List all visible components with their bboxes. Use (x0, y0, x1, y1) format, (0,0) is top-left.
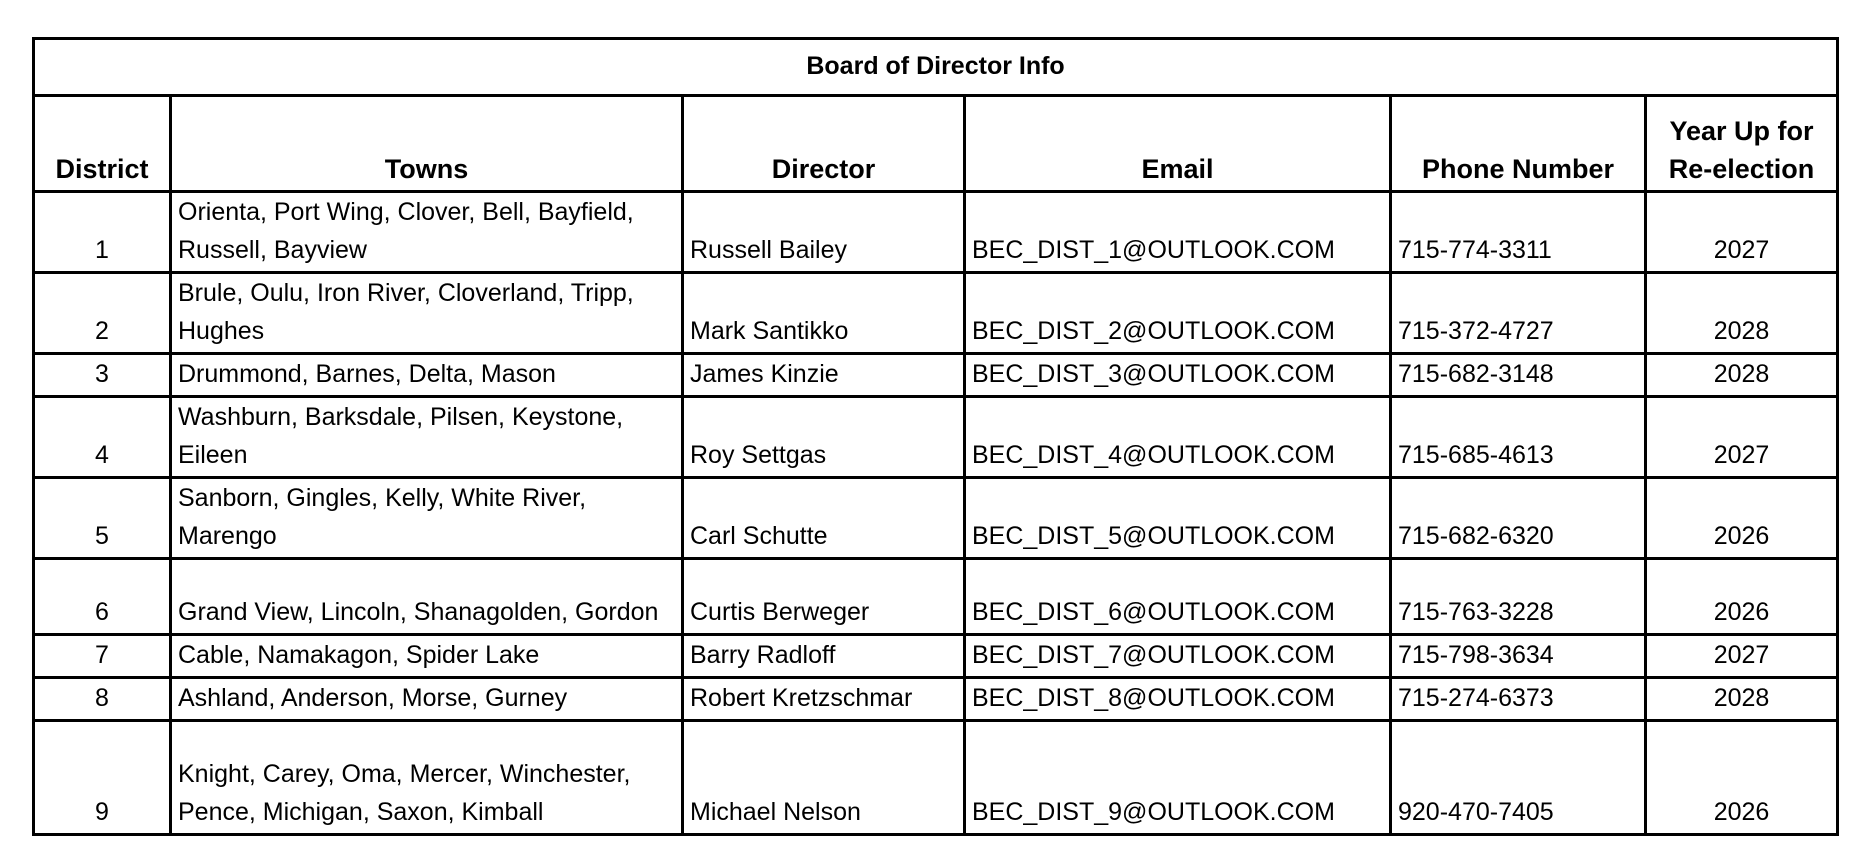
cell-towns: Washburn, Barksdale, Pilsen, Keystone, Eileen (171, 397, 683, 478)
cell-email: BEC_DIST_4@OUTLOOK.COM (965, 397, 1391, 478)
cell-phone: 715-682-6320 (1391, 478, 1646, 559)
table-title: Board of Director Info (34, 39, 1838, 96)
cell-district: 6 (34, 559, 171, 635)
table-row (34, 721, 1838, 835)
table-row (34, 635, 1838, 678)
cell-year: 2026 (1646, 721, 1838, 835)
cell-district: 1 (34, 192, 171, 273)
table-row (34, 478, 1838, 559)
header-director: Director (683, 96, 965, 192)
header-district: District (34, 96, 171, 192)
cell-towns: Brule, Oulu, Iron River, Cloverland, Tripp, Hughes (171, 273, 683, 354)
cell-towns: Knight, Carey, Oma, Mercer, Winchester, Pence, Michigan, Saxon, Kimball (171, 721, 683, 835)
table-row (34, 192, 1838, 273)
cell-email: BEC_DIST_9@OUTLOOK.COM (965, 721, 1391, 835)
cell-director: Robert Kretzschmar (683, 678, 965, 721)
cell-year: 2027 (1646, 192, 1838, 273)
cell-towns: Cable, Namakagon, Spider Lake (171, 635, 683, 678)
cell-year: 2026 (1646, 478, 1838, 559)
cell-year: 2026 (1646, 559, 1838, 635)
header-year-line2: Re-election (1668, 154, 1815, 184)
cell-towns: Drummond, Barnes, Delta, Mason (171, 354, 683, 397)
cell-email: BEC_DIST_6@OUTLOOK.COM (965, 559, 1391, 635)
cell-director: James Kinzie (683, 354, 965, 397)
cell-towns: Sanborn, Gingles, Kelly, White River, Marengo (171, 478, 683, 559)
header-year (1646, 96, 1838, 192)
cell-year: 2028 (1646, 678, 1838, 721)
table-row (34, 559, 1838, 635)
header-row (34, 96, 1838, 192)
cell-phone: 715-774-3311 (1391, 192, 1646, 273)
header-towns: Towns (171, 96, 683, 192)
cell-phone: 715-372-4727 (1391, 273, 1646, 354)
cell-district: 5 (34, 478, 171, 559)
cell-email: BEC_DIST_2@OUTLOOK.COM (965, 273, 1391, 354)
cell-phone: 715-763-3228 (1391, 559, 1646, 635)
cell-phone: 715-682-3148 (1391, 354, 1646, 397)
cell-email: BEC_DIST_1@OUTLOOK.COM (965, 192, 1391, 273)
table-row (34, 678, 1838, 721)
table-row (34, 397, 1838, 478)
cell-director: Michael Nelson (683, 721, 965, 835)
cell-district: 9 (34, 721, 171, 835)
header-email: Email (965, 96, 1391, 192)
cell-email: BEC_DIST_7@OUTLOOK.COM (965, 635, 1391, 678)
cell-district: 4 (34, 397, 171, 478)
cell-towns: Orienta, Port Wing, Clover, Bell, Bayfield, Russell, Bayview (171, 192, 683, 273)
cell-director: Mark Santikko (683, 273, 965, 354)
cell-director: Roy Settgas (683, 397, 965, 478)
cell-towns: Ashland, Anderson, Morse, Gurney (171, 678, 683, 721)
cell-towns: Grand View, Lincoln, Shanagolden, Gordon (171, 559, 683, 635)
cell-email: BEC_DIST_3@OUTLOOK.COM (965, 354, 1391, 397)
cell-year: 2028 (1646, 273, 1838, 354)
cell-year: 2027 (1646, 397, 1838, 478)
cell-email: BEC_DIST_5@OUTLOOK.COM (965, 478, 1391, 559)
cell-phone: 715-798-3634 (1391, 635, 1646, 678)
header-phone: Phone Number (1391, 96, 1646, 192)
cell-phone: 715-685-4613 (1391, 397, 1646, 478)
cell-year: 2028 (1646, 354, 1838, 397)
cell-director: Barry Radloff (683, 635, 965, 678)
board-table (32, 37, 1839, 836)
table-row (34, 273, 1838, 354)
cell-year: 2027 (1646, 635, 1838, 678)
table-row (34, 354, 1838, 397)
cell-email: BEC_DIST_8@OUTLOOK.COM (965, 678, 1391, 721)
cell-phone: 715-274-6373 (1391, 678, 1646, 721)
cell-director: Russell Bailey (683, 192, 965, 273)
cell-district: 7 (34, 635, 171, 678)
header-year-line1: Year Up for (1669, 116, 1814, 146)
cell-district: 8 (34, 678, 171, 721)
cell-district: 2 (34, 273, 171, 354)
cell-director: Curtis Berweger (683, 559, 965, 635)
cell-phone: 920-470-7405 (1391, 721, 1646, 835)
cell-director: Carl Schutte (683, 478, 965, 559)
cell-district: 3 (34, 354, 171, 397)
